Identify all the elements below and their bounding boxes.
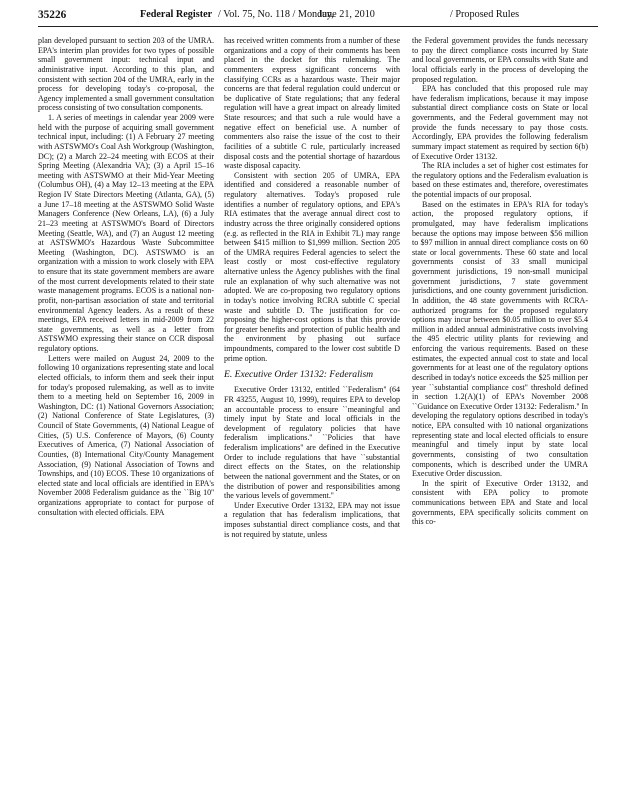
paragraph: Consistent with section 205 of UMRA, EPA identified and considered a reasonable number of regulatory alternatives. Today's proposed rule identifies a number of regulatory options, and EPA's RIA estimates that the average annual direct cost to industry across the three originally considered options (e.g. as reflected in the RIA in Exhibit 7L) may range between $415 million to $1,999 million. Section 205 of the UMRA requires Federal agencies to select the least costly or most cost-effective regulatory alternative unless the Agency publishes with the final rule an explanation of why such alternative was not adopted. We are co-proposing two regulatory options in today's notice involving RCRA subtitle C special waste and subtitle D. The justification for co-proposing the higher-cost options is that this provide for greater benefits and protection of public health and the environment by phasing out surface impoundments, compared to the lower cost subtitle D prime option.	[224, 170, 400, 363]
page-number: 35226	[38, 9, 67, 21]
volume-issue: / Vol. 75, No. 118 / Monday,	[218, 9, 334, 20]
paragraph: Based on the estimates in EPA's RIA for today's action, the proposed regulatory options, if promulgated, may have federalism implications because the options may impose between $56 million to $97 million in annual direct compliance costs on 60 state or local governments. These 60 state and local governments consist of 33 small municipal government jurisdictions, 19 non-small municipal government jurisdictions, 7 state government jurisdictions, and one county government jurisdiction. In addition, the 48 state governments with RCRA-authorized programs for the proposed regulatory options may incur between $0.05 million to over $5.4 million in added annual administrative costs involving the 495 electric utility plants for reviewing and enforcing the various requirements. Based on these estimates, the expected annual cost to state and local governments for at least one of the regulatory options described in today's notice exceeds the $25 million per year ``substantial compliance cost'' threshold defined in section 1.2(A)(1) of EPA's November 2008 ``Guidance on Executive Order 13132: Federalism.'' In developing the regulatory options described in today's notice, EPA consulted with 10 national organizations representing state and local elected officials to ensure meaningful and timely input by state local governments, consisting of two consultation components, which is described under the UMRA Executive Order discussion.	[412, 199, 588, 479]
paragraph: EPA has concluded that this proposed rule may have federalism implications, because it may impose substantial direct compliance costs on State or local governments, and the Federal government may not provide the funds necessary to pay those costs. Accordingly, EPA provides the following federalism summary impact statement as required by section 6(b) of Executive Order 13132.	[412, 84, 588, 161]
header-divider	[38, 26, 598, 27]
paragraph: plan developed pursuant to section 203 of the UMRA. EPA's interim plan provides for two types of possible small government input: technical input and administrative input. According to this plan, and consistent with section 204 of the UMRA, early in the process for developing today's co-proposal, the Agency implemented a small government consultation process consisting of two consultation components.	[38, 36, 214, 113]
paragraph: The RIA includes a set of higher cost estimates for the regulatory options and the Federalism evaluation is based on these estimates and, therefore, overestimates the potential impacts of our proposal.	[412, 161, 588, 199]
paragraph: has received written comments from a number of these organizations and a copy of their comments has been placed in the docket for this rulemaking. The commenters express significant concerns with classifying CCRs as a hazardous waste. Their major concerns are that federal regulation could undercut or be duplicative of State regulations; that any federal regulation will have a great impact on already limited State resources; and that such a rule would have a negative effect on beneficial use. A number of commenters also raise the issue of the cost to their facilities of a subtitle C rule, particularly increased disposal costs and the potential shortage of hazardous waste disposal capacity.	[224, 36, 400, 171]
paragraph: Executive Order 13132, entitled ``Federalism'' (64 FR 43255, August 10, 1999), requires EPA to develop an accountable process to ensure ``meaningful and timely input by State and local officials in the development of regulatory policies that have federalism implications.'' ``Policies that have federalism implications'' are defined in the Executive Order to include regulations that have ``substantial direct effects on the States, on the relationship between the national government and the States, or on the distribution of power and responsibilities among the various levels of government.''	[224, 385, 400, 501]
paragraph: In the spirit of Executive Order 13132, and consistent with EPA policy to promote communications between EPA and State and local governments, EPA specifically solicits comment on this co-	[412, 478, 588, 527]
text-column-1	[38, 36, 214, 788]
publication-title: Federal Register	[140, 9, 213, 20]
paragraph: 1. A series of meetings in calendar year 2009 were held with the purpose of acquiring small government technical input, including: (1) A February 27 meeting with ASTSWMO's Coal Ash Workgroup (Washington, DC); (2) a March 22–24 meeting with ECOS at their Spring Meeting (Alexandria VA); (3) a April 15–16 meeting with ASTSWMO at their Mid-Year Meeting (Columbus OH), (4) a May 12–13 meeting at the EPA Region IV State Directors Meeting (Atlanta, GA), (5) a June 17–18 meeting at the ASTSWMO Solid Waste Managers Conference (New Orleans, LA), (6) a July 21–23 meeting at ASTSWMO's Board of Directors Meeting (Seattle, WA), and (7) an August 12 meeting at ASTSWMO's Hazardous Waste Subcommittee Meeting (Washington, DC). ASTSWMO is an organization with a mission to work closely with EPA to ensure that its state government members are aware of the most current developments related to their state waste management programs. ECOS is a national non-profit, non-partisan association of state and territorial environmental Agency leaders. As a result of these meetings, EPA received letters in mid-2009 from 22 state governments, as well as a letter from ASTSWMO expressing their stance on CCR disposal regulatory options.	[38, 113, 214, 353]
section-heading: E. Executive Order 13132: Federalism	[224, 369, 374, 381]
issue-date: June 21, 2010	[318, 9, 375, 20]
paragraph: the Federal government provides the funds necessary to pay the direct compliance costs incurred by State and local governments, or EPA consults with State and local officials early in the process of developing the proposed regulation.	[412, 36, 588, 84]
section-label: / Proposed Rules	[450, 9, 520, 20]
paragraph: Letters were mailed on August 24, 2009 to the following 10 organizations representing state and local elected officials, to inform them and seek their input for today's proposed rulemaking, as well as to invite them to a meeting held on September 16, 2009 in Washington, DC: (1) National Governors Association; (2) National Conference of State Legislatures, (3) Council of State Governments, (4) National League of Cities, (5) U.S. Conference of Mayors, (6) County Executives of America, (7) National Association of Counties, (8) International City/County Management Association, (9) National Association of Towns and Townships, and (10) ECOS. These 10 organizations of elected state and local officials are identified in EPA's November 2008 Federalism guidance as the ``Big 10'' organizations appropriate to contact for purpose of consultation with elected officials. EPA	[38, 353, 214, 517]
text-column-2	[224, 36, 400, 788]
text-column-3	[412, 36, 588, 788]
paragraph: Under Executive Order 13132, EPA may not issue a regulation that has federalism implications, that imposes substantial direct compliance costs, and that is not required by statute, unless	[224, 500, 400, 539]
